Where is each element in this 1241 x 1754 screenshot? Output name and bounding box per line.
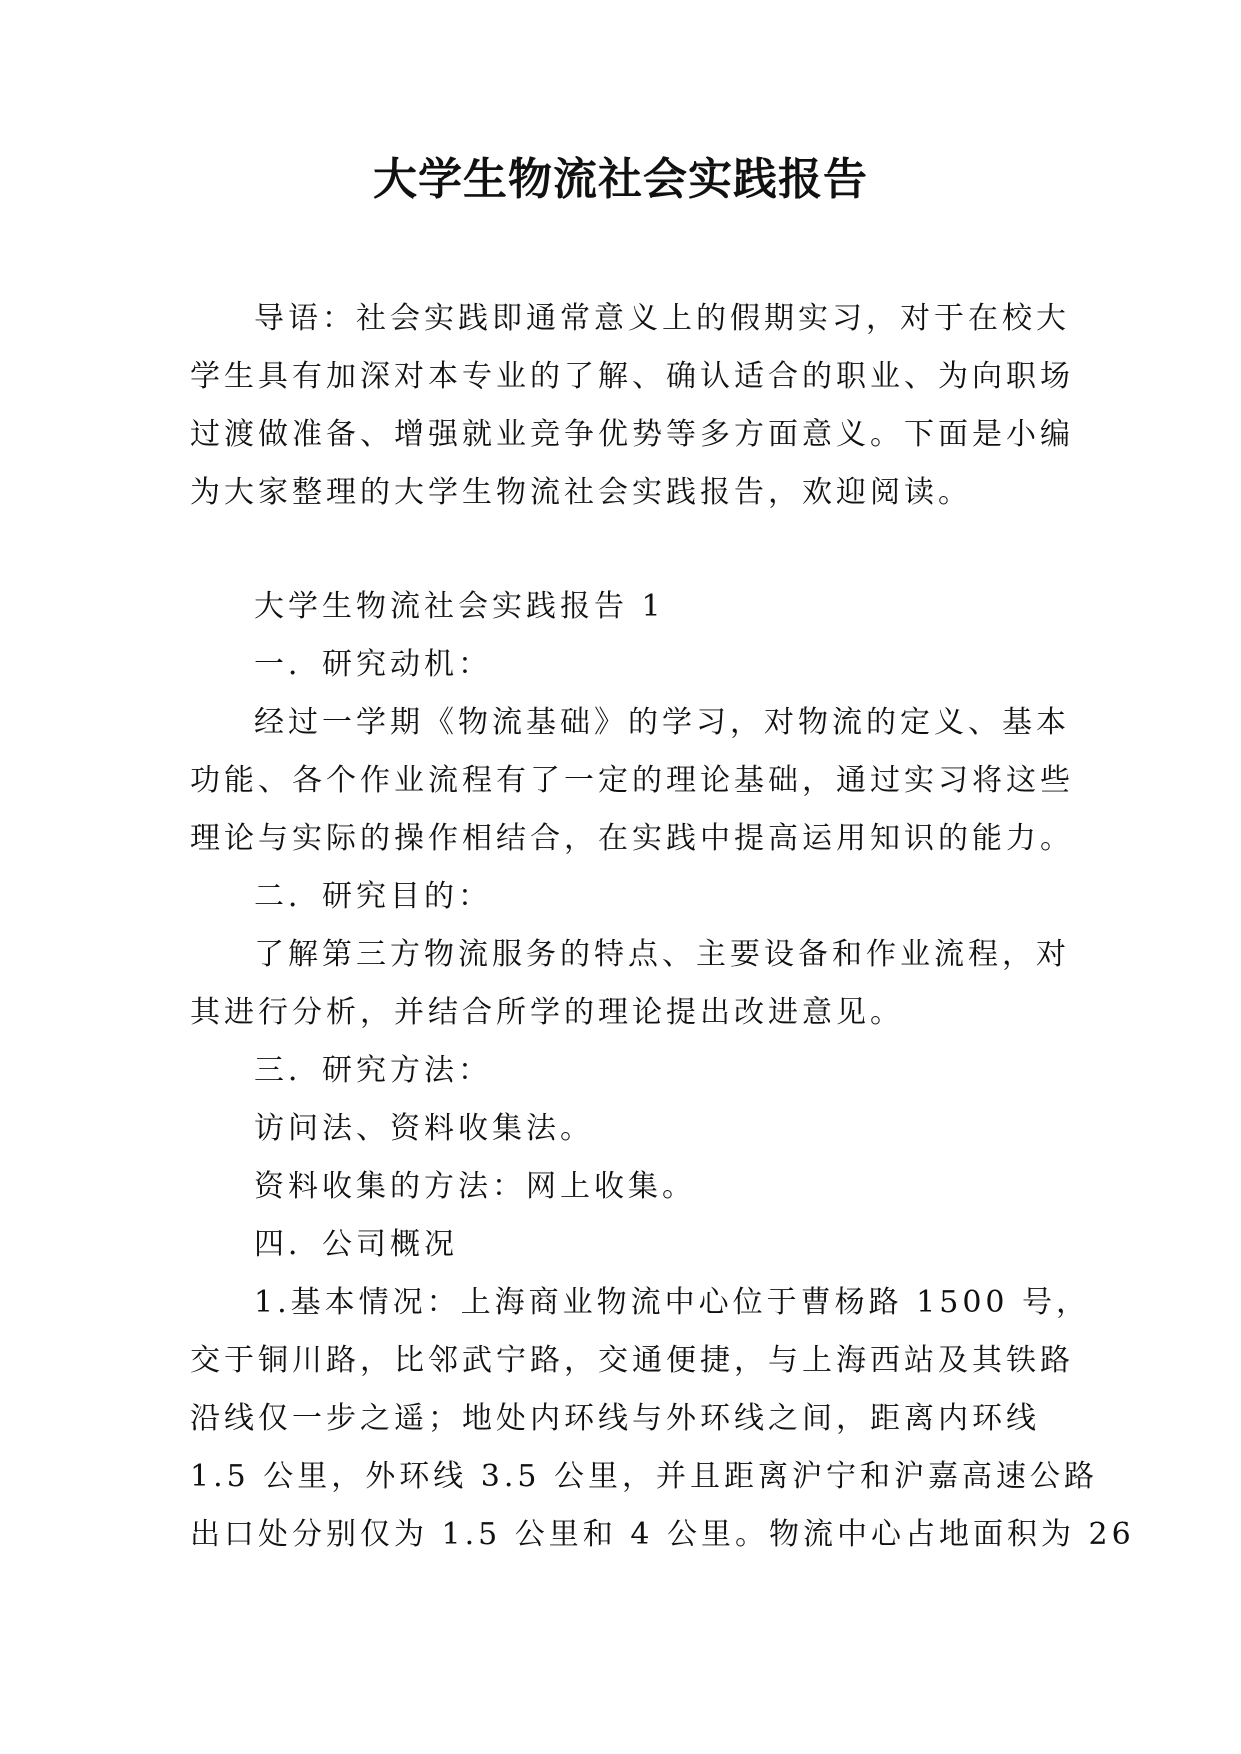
intro-line: 为大家整理的大学生物流社会实践报告，欢迎阅读。: [190, 475, 972, 510]
overview-line: 1.5 公里，外环线 3.5 公里，并且距离沪宁和沪嘉高速公路: [190, 1459, 1099, 1494]
intro-line: 过渡做准备、增强就业竞争优势等多方面意义。下面是小编: [190, 417, 1074, 452]
motivation-line: 理论与实际的操作相结合，在实践中提高运用知识的能力。: [190, 821, 1074, 856]
intro-line: 学生具有加深对本专业的了解、确认适合的职业、为向职场: [190, 359, 1074, 394]
overview-line: 交于铜川路，比邻武宁路，交通便捷，与上海西站及其铁路: [190, 1343, 1074, 1378]
report-heading: 大学生物流社会实践报告 1: [254, 589, 665, 624]
purpose-line: 了解第三方物流服务的特点、主要设备和作业流程，对: [254, 937, 1070, 972]
motivation-heading: 一．研究动机：: [254, 647, 492, 682]
document-title: 大学生物流社会实践报告: [373, 154, 868, 205]
method-line: 访问法、资料收集法。: [254, 1111, 594, 1146]
intro-paragraph: [190, 290, 1074, 522]
purpose-heading: 二．研究目的：: [254, 879, 492, 914]
method-line: 资料收集的方法：网上收集。: [254, 1169, 696, 1204]
method-heading: 三．研究方法：: [254, 1053, 492, 1088]
purpose-line: 其进行分析，并结合所学的理论提出改进意见。: [190, 995, 904, 1030]
motivation-line: 经过一学期《物流基础》的学习，对物流的定义、基本: [254, 705, 1070, 740]
motivation-line: 功能、各个作业流程有了一定的理论基础，通过实习将这些: [190, 763, 1074, 798]
overview-line: 沿线仅一步之遥；地处内环线与外环线之间，距离内环线: [190, 1401, 1040, 1436]
overview-heading: 四．公司概况: [254, 1227, 458, 1262]
intro-line: 导语：社会实践即通常意义上的假期实习，对于在校大: [254, 301, 1070, 336]
overview-line: 出口处分别仅为 1.5 公里和 4 公里。物流中心占地面积为 26: [190, 1517, 1135, 1552]
report-body: [190, 578, 1135, 1564]
overview-line: 1.基本情况：上海商业物流中心位于曹杨路 1500 号，: [254, 1285, 1091, 1320]
